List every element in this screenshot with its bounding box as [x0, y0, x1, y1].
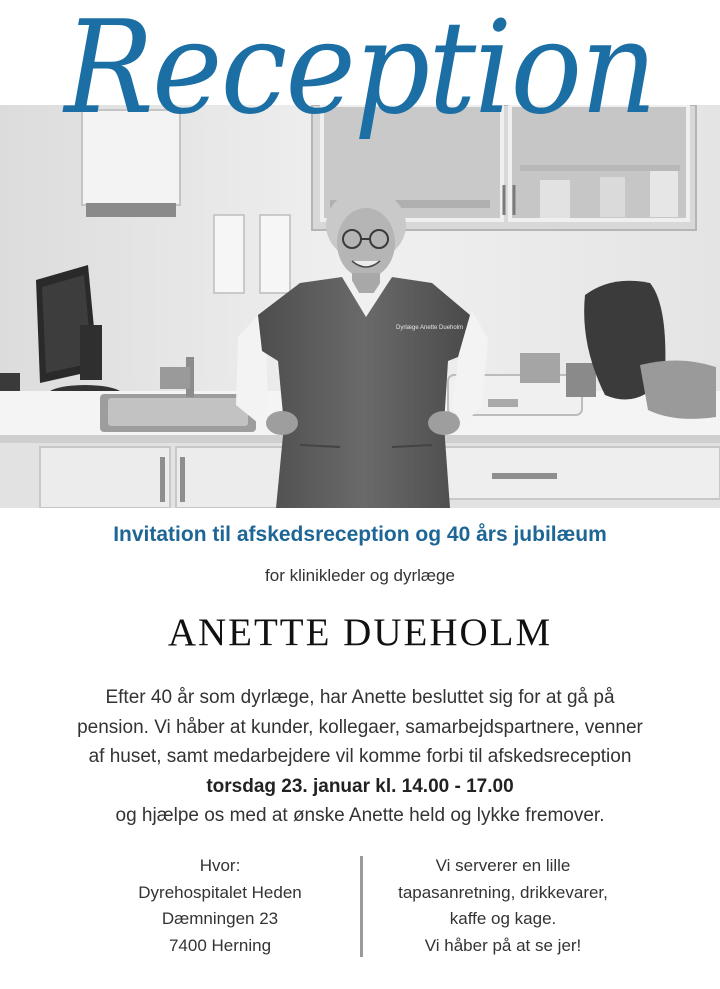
- serving-line: Vi serverer en lille: [435, 856, 571, 875]
- invitation-body: [30, 683, 690, 831]
- honoree-name: ANETTE DUEHOLM: [167, 611, 553, 654]
- location-city: 7400 Herning: [168, 935, 272, 955]
- uniform-embroidery: Dyrlæge Anette Dueholm: [396, 325, 464, 331]
- script-title: [0, 0, 720, 144]
- vertical-divider: [360, 856, 363, 957]
- location-block: [100, 853, 340, 959]
- location-place: Dyrehospitalet Heden: [138, 882, 302, 902]
- portrait-photo: [0, 105, 720, 508]
- body-line: af huset, samt medarbejdere vil komme forbi til afskedsreception: [88, 746, 632, 767]
- jar: [566, 363, 596, 397]
- soap-dispenser: [260, 215, 290, 293]
- title-text: Reception: [64, 0, 656, 143]
- location-label: Hvor:: [199, 856, 241, 875]
- invitation-headline: Invitation til afskedsreception og 40 års jubilæum: [113, 523, 607, 546]
- location-street: Dæmningen 23: [161, 909, 279, 928]
- container: [520, 353, 560, 383]
- event-date-time: torsdag 23. januar kl. 14.00 - 17.00: [206, 775, 514, 797]
- serving-line: tapasanretning, drikkevarer,: [398, 882, 608, 902]
- serving-line: Vi håber på at se jer!: [424, 935, 582, 955]
- body-line: og hjælpe os med at ønske Anette held og lykke fremover.: [115, 805, 605, 826]
- body-line: pension. Vi håber at kunder, kollegaer, samarbejdspartnere, venner: [77, 716, 643, 738]
- soap-dispenser: [214, 215, 244, 293]
- towel: [640, 360, 716, 418]
- subtitle: for klinikleder og dyrlæge: [265, 566, 455, 585]
- body-line: Efter 40 år som dyrlæge, har Anette besluttet sig for at gå på: [105, 687, 615, 708]
- serving-line: kaffe og kage.: [449, 909, 557, 928]
- serving-block: [378, 853, 628, 959]
